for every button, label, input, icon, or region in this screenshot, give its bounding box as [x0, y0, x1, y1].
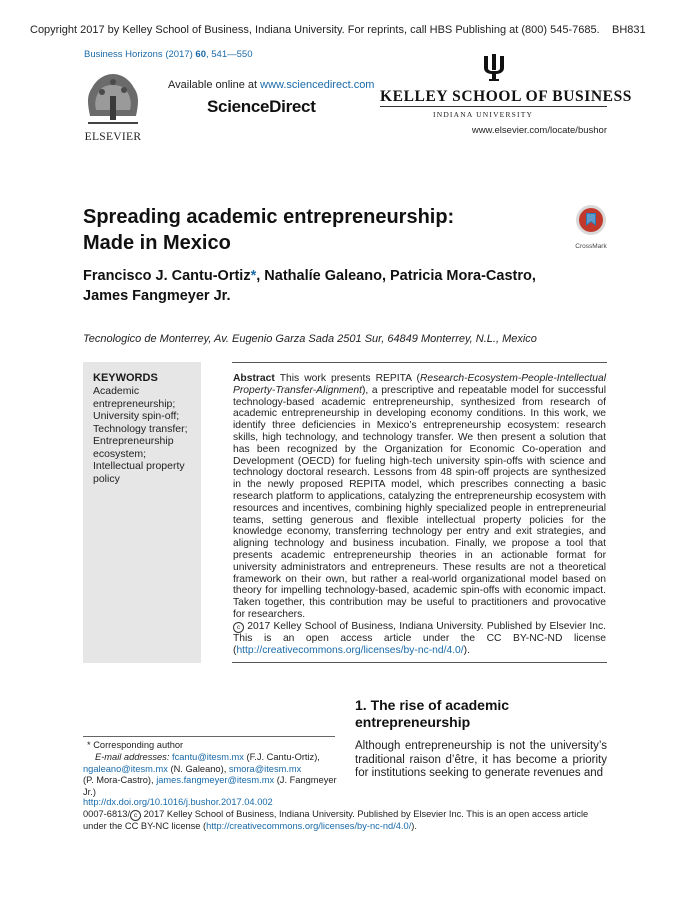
document-code: BH831 [612, 24, 646, 36]
keyword-item: Academic entrepreneurship; [93, 385, 176, 410]
section-heading: 1. The rise of academic entrepreneurship [355, 697, 510, 730]
corresponding-author-marker[interactable]: * [250, 268, 257, 284]
footnote-rule [83, 736, 335, 737]
journal-homepage-url[interactable]: www.elsevier.com/locate/bushor [471, 125, 607, 136]
keyword-item: Technology transfer; [93, 422, 188, 435]
keywords-box [83, 362, 201, 663]
license-link[interactable]: http://creativecommons.org/licenses/by-nc-nd/4.0/ [236, 644, 464, 656]
abstract-text-2: ), a prescriptive and repeatable model for successful technology-based academic entrepreneurship, synthesized from research of academic entrepreneurship in developing economy conditions. In this work, we identify three deficiencies in Mexico’s entrepreneurship ecosystem: research skills, high technology, and technology transfer. We then present a solution that has been recognized by the Organization for Economic Co-operation and Development (OECD) for fueling high-tech university spin-offs with science and technology doctoral research. Lessons from 48 spin-off projects are synthesized in the newly proposed REPITA model, which prescribes connecting a basic research platform to applications, catalyzing the entrepreneurship ecosystem with resources and incentives, combining highly specialized people in entrepreneurial teams, setting generous and flexible intellectual property policies for the knowledge economy, transferring technology per entry and exit strategies, and aligning technology and business incubation. Finally, we propose a tool that presents academic entrepreneurship theories in an actionable format for university administrators and entrepreneurs. These results are not a theoretical framework on their own, but rather a real-world organizational model based on theory for impelling technology-based, academic spin-offs with economic impact. Taken together, this contribution may be useful to practitioners and provocative for researchers. [233, 384, 606, 620]
abstract-top-rule [232, 362, 607, 363]
journal-reference[interactable] [84, 49, 252, 60]
email-link-2[interactable]: ngaleano@itesm.mx [83, 763, 168, 774]
copyright-line: Copyright 2017 by Kelley School of Business, Indiana University. For reprints, call HBS Publishing at (800) 545-7685. [30, 24, 600, 36]
iu-trident-logo [478, 50, 510, 82]
crossmark-label: CrossMark [575, 243, 607, 250]
keyword-item: Intellectual property policy [93, 460, 185, 485]
journal-pages: , 541—550 [206, 49, 253, 60]
indiana-university-label: INDIANA UNIVERSITY [433, 110, 534, 119]
sciencedirect-logo: ScienceDirect [207, 97, 316, 116]
kelley-divider [380, 106, 607, 107]
abstract-license [233, 621, 606, 657]
abstract-text-1: This work presents REPITA ( [279, 373, 420, 384]
email-line-3 [83, 775, 343, 799]
author-affiliation: Tecnologico de Monterrey, Av. Eugenio Garza Sada 2501 Sur, 64849 Monterrey, N.L., Mexico [83, 333, 537, 345]
crossmark-icon [573, 204, 609, 238]
title-line-1: Spreading academic entrepreneurship: [83, 206, 455, 228]
email-link-3[interactable]: smora@itesm.mx [228, 763, 302, 774]
email-link-1[interactable]: fcantu@itesm.mx [172, 751, 244, 762]
author-list [83, 266, 603, 306]
doi-link[interactable]: http://dx.doi.org/10.1016/j.bushor.2017.04.002 [83, 797, 273, 807]
crossmark-badge[interactable] [573, 204, 609, 250]
journal-year: (2017) [165, 49, 193, 60]
elsevier-logo [82, 66, 144, 143]
available-online-text: Available online at [168, 79, 261, 91]
footnotes [83, 740, 343, 799]
keyword-item: University spin-off; [93, 410, 180, 422]
issn-license-text: 2017 Kelley School of Business, Indiana University. Published by Elsevier Inc. This is an open access article under the CC BY-NC license ( [83, 808, 589, 831]
email-line-1 [83, 752, 343, 764]
iu-trident-icon [478, 50, 510, 82]
article-title [83, 204, 543, 256]
abstract-body [233, 373, 606, 656]
doi-license-block [83, 797, 613, 832]
issn: 0007-6813/ [83, 808, 131, 819]
elsevier-tree-icon [82, 66, 144, 126]
authors-line-1 [83, 266, 603, 286]
kelley-school-name: KELLEY SCHOOL OF BUSINESS [380, 88, 633, 105]
bottom-license-link[interactable]: http://creativecommons.org/licenses/by-nc-nd/4.0/ [206, 820, 412, 831]
email-owner-2: (N. Galeano), [167, 763, 229, 774]
section-body-text: Although entrepreneurship is not the university’s traditional raison d’être, it has become a priority for institutions seeking to generate revenues and [355, 740, 607, 780]
abstract-label: Abstract [233, 373, 275, 384]
abstract-license-text: 2017 Kelley School of Business, Indiana University. Published by Elsevier Inc. This is an open access article under the CC BY-NC-ND license ( [233, 620, 606, 656]
abstract-bottom-rule [232, 662, 607, 663]
copyright-icon: c [233, 622, 244, 633]
keywords-heading: KEYWORDS [93, 372, 158, 384]
title-line-2: Made in Mexico [83, 232, 231, 254]
corresponding-author-note: * Corresponding author [87, 740, 184, 750]
authors-continued: , Nathalíe Galeano, Patricia Mora-Castro, [256, 268, 536, 284]
elsevier-wordmark: ELSEVIER [84, 131, 142, 143]
license-close: ). [463, 644, 470, 656]
email-line-2 [83, 764, 343, 776]
email-link-4[interactable]: james.fangmeyer@itesm.mx [156, 775, 275, 786]
email-owner-1: (F.J. Cantu-Ortiz), [243, 751, 320, 762]
issn-license-line [83, 809, 613, 833]
abstract-acronym-expansion: Research-Ecosystem-People-Intellectual Property-Transfer-Alignment [233, 373, 606, 396]
sciencedirect-link[interactable]: www.sciencedirect.com [260, 79, 375, 91]
email-owner-3: (P. Mora-Castro), [83, 775, 157, 786]
copyright-icon: c [130, 810, 141, 821]
email-label: E-mail addresses: [95, 751, 170, 762]
bottom-license-close: ). [411, 820, 417, 831]
email-owner-4: (J. Fangmeyer Jr.) [83, 775, 337, 798]
available-online-line [168, 79, 374, 91]
keyword-item: Entrepreneurship ecosystem; [93, 435, 174, 460]
authors-line-2: James Fangmeyer Jr. [83, 288, 231, 304]
author-1: Francisco J. Cantu-Ortiz [83, 268, 251, 284]
journal-name: Business Horizons [84, 49, 163, 60]
journal-volume: 60 [195, 49, 206, 60]
